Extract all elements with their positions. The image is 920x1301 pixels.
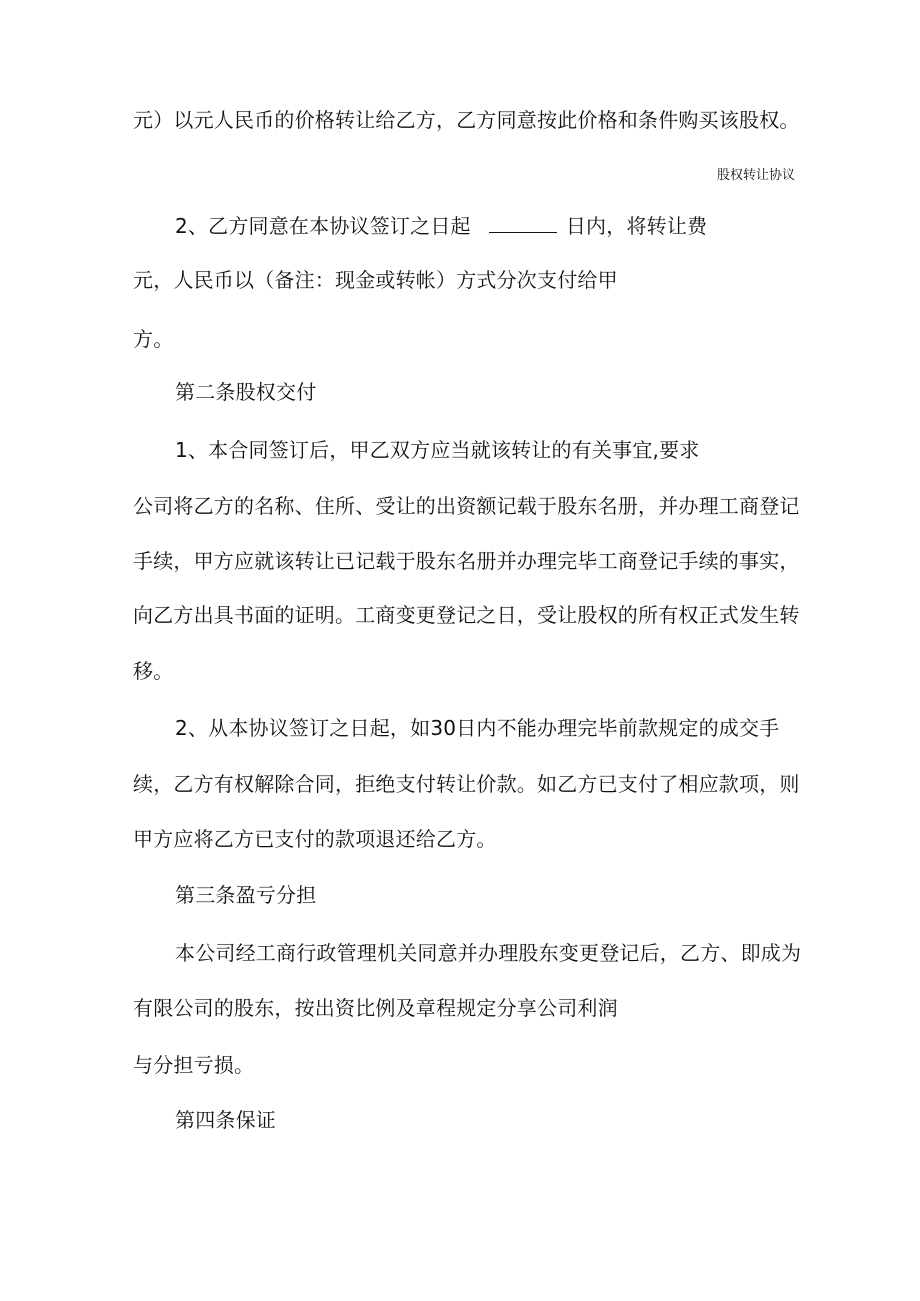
- payment-term-suffix: 日内，将转让费: [565, 214, 708, 238]
- paragraph-line-profit-1: 本公司经工商行政管理机关同意并办理股东变更登记后，乙方、即成为: [175, 941, 802, 965]
- running-header: 股权转让协议: [717, 168, 796, 183]
- section-heading-guarantee: 第四条保证: [175, 1108, 276, 1132]
- paragraph-line-profit-2: 有限公司的股东，按出资比例及章程规定分享公司利润: [133, 996, 618, 1020]
- paragraph-line-delivery-2: 公司将乙方的名称、住所、受让的出资额记载于股东名册，并办理工商登记: [133, 494, 800, 518]
- payment-term-prefix: 2、乙方同意在本协议签订之日起: [175, 214, 471, 238]
- paragraph-line-price: 元）以元人民币的价格转让给乙方，乙方同意按此价格和条件购买该股权。: [133, 108, 800, 132]
- paragraph-line-termination-1: 2、从本协议签订之日起，如30日内不能办理完毕前款规定的成交手: [175, 716, 780, 740]
- days-blank-field: [489, 214, 557, 233]
- paragraph-line-profit-3: 与分担亏损。: [133, 1053, 255, 1077]
- paragraph-line-delivery-5: 移。: [133, 659, 174, 683]
- paragraph-line-delivery-1: 1、本合同签订后，甲乙双方应当就该转让的有关事宜,要求: [175, 438, 700, 462]
- section-heading-profit-loss: 第三条盈亏分担: [175, 883, 317, 907]
- paragraph-line-payment-term: [175, 212, 707, 240]
- paragraph-line-termination-3: 甲方应将乙方已支付的款项退还给乙方。: [133, 827, 497, 851]
- paragraph-line-termination-2: 续，乙方有权解除合同，拒绝支付转让价款。如乙方已支付了相应款项，则: [133, 772, 800, 796]
- paragraph-line-payment-method: 元，人民币以（备注：现金或转帐）方式分次支付给甲: [133, 268, 618, 292]
- paragraph-line-delivery-4: 向乙方出具书面的证明。工商变更登记之日，受让股权的所有权正式发生转: [133, 603, 800, 627]
- paragraph-line-delivery-3: 手续，甲方应就该转让已记载于股东名册并办理完毕工商登记手续的事实，: [133, 549, 800, 573]
- paragraph-line-payment-end: 方。: [133, 327, 174, 351]
- section-heading-equity-delivery: 第二条股权交付: [175, 380, 317, 404]
